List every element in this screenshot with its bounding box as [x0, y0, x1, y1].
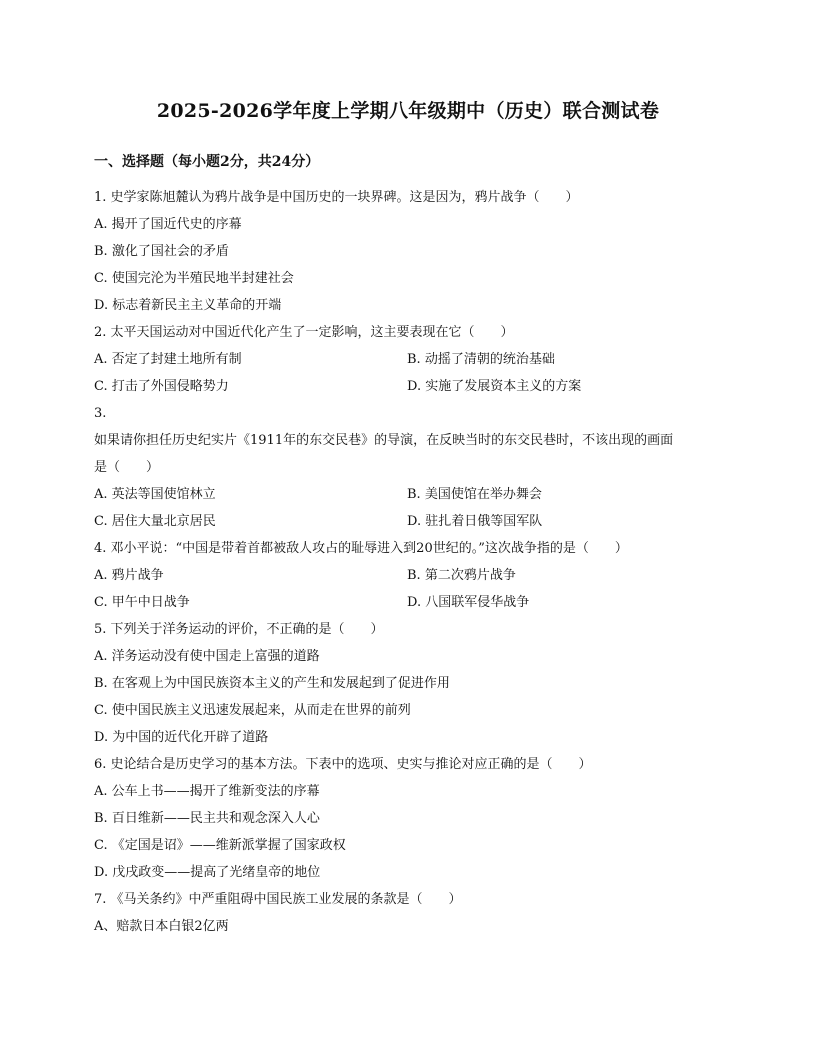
question-stem: 如果请你担任历史纪实片《1911年的东交民巷》的导演，在反映当时的东交民巷时，不该出现的画面: [94, 433, 674, 448]
option-d: D. 驻扎着日俄等国军队: [407, 514, 543, 529]
question-stem: 2. 太平天国运动对中国近代化产生了一定影响，这主要表现在它（ ）: [94, 325, 514, 340]
option-c: C. 《定国是诏》——维新派掌握了国家政权: [94, 838, 346, 853]
option-a: A. 鸦片战争: [94, 568, 164, 583]
question-stem: 6. 史论结合是历史学习的基本方法。下表中的选项、史实与推论对应正确的是（ ）: [94, 757, 592, 772]
exam-title: 2025-2026学年度上学期八年级期中（历史）联合测试卷: [156, 100, 660, 122]
question-stem: 7. 《马关条约》中严重阻碍中国民族工业发展的条款是（ ）: [94, 892, 462, 907]
option-b: B. 百日维新——民主共和观念深入人心: [94, 811, 320, 826]
option-a: A. 公车上书——揭开了维新变法的序幕: [94, 784, 320, 799]
option-c: C. 甲午中日战争: [94, 595, 190, 610]
option-a: A. 揭开了国近代史的序幕: [94, 217, 242, 232]
option-b: B. 美国使馆在举办舞会: [407, 487, 542, 502]
question-number: 3.: [94, 406, 107, 421]
option-b: B. 第二次鸦片战争: [407, 568, 516, 583]
option-b: B. 激化了国社会的矛盾: [94, 244, 229, 259]
option-c: C. 使中国民族主义迅速发展起来，从而走在世界的前列: [94, 703, 411, 718]
option-d: D. 八国联军侵华战争: [407, 595, 530, 610]
option-b: B. 动摇了清朝的统治基础: [407, 352, 555, 367]
option-c: C. 使国完沦为半殖民地半封建社会: [94, 271, 294, 286]
option-c: C. 打击了外国侵略势力: [94, 379, 229, 394]
option-d: D. 实施了发展资本主义的方案: [407, 379, 582, 394]
option-b: B. 在客观上为中国民族资本主义的产生和发展起到了促进作用: [94, 676, 450, 691]
option-a: A、赔款日本白银2亿两: [94, 919, 229, 934]
question-stem: 1. 史学家陈旭麓认为鸦片战争是中国历史的一块界碑。这是因为，鸦片战争（ ）: [94, 190, 579, 205]
option-d: D. 戊戌政变——提高了光绪皇帝的地位: [94, 865, 321, 880]
option-c: C. 居住大量北京居民: [94, 514, 216, 529]
option-d: D. 标志着新民主主义革命的开端: [94, 298, 282, 313]
question-stem: 5. 下列关于洋务运动的评价，不正确的是（ ）: [94, 622, 384, 637]
option-a: A. 英法等国使馆林立: [94, 487, 216, 502]
question-stem-cont: 是（ ）: [94, 460, 160, 475]
section-heading: 一、选择题（每小题2分，共24分）: [94, 154, 320, 170]
question-stem: 4. 邓小平说：“中国是带着首都被敌人攻占的耻辱进入到20世纪的。”这次战争指的是（ ）: [94, 541, 628, 556]
option-d: D. 为中国的近代化开辟了道路: [94, 730, 269, 745]
option-a: A. 否定了封建土地所有制: [94, 352, 242, 367]
option-a: A. 洋务运动没有使中国走上富强的道路: [94, 649, 320, 664]
